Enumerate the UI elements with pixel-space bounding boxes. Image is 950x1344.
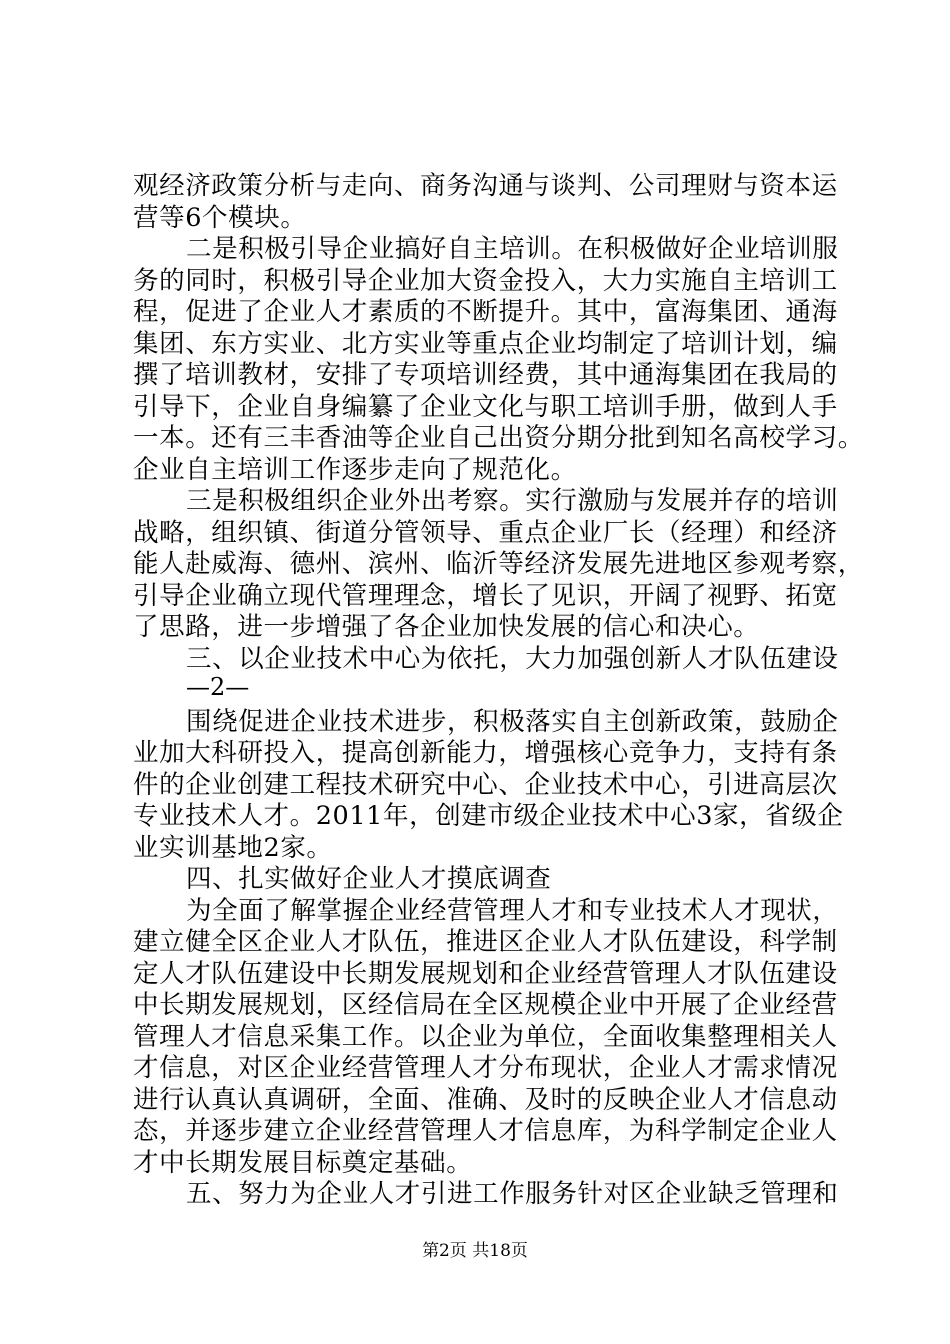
text-line: 定人才队伍建设中长期发展规划和企业经营管理人才队伍建设 <box>133 958 838 989</box>
text-line: 企业自主培训工作逐步走向了规范化。 <box>133 454 577 485</box>
text-line: 业实训基地2家。 <box>133 832 333 863</box>
text-line: 程，促进了企业人才素质的不断提升。其中，富海集团、通海 <box>133 297 838 327</box>
text-line: 进行认真认真调研，全面、准确、及时的反映企业人才信息动 <box>133 1084 838 1115</box>
text-line: 为全面了解掌握企业经营管理人才和专业技术人才现状， <box>186 895 839 926</box>
text-line: 务的同时，积极引导企业加大资金投入，大力实施自主培训工 <box>133 265 838 296</box>
text-line: 才中长期发展目标奠定基础。 <box>133 1147 473 1178</box>
text-line: 二是积极引导企业搞好自主培训。在积极做好企业培训服 <box>186 234 839 264</box>
text-line: 建立健全区企业人才队伍，推进区企业人才队伍建设，科学制 <box>133 927 838 957</box>
section-heading: 三、以企业技术中心为依托，大力加强创新人才队伍建设 <box>186 643 839 674</box>
text-line: 引导下，企业自身编纂了企业文化与职工培训手册，做到人手 <box>133 391 838 422</box>
text-line: 了思路，进一步增强了各企业加快发展的信心和决心。 <box>133 612 760 642</box>
text-line: 管理人才信息采集工作。以企业为单位，全面收集整理相关人 <box>133 1021 838 1052</box>
text-line: 才信息，对区企业经营管理人才分布现状，企业人才需求情况 <box>133 1053 838 1083</box>
text-line: 观经济政策分析与走向、商务沟通与谈判、公司理财与资本运 <box>133 171 838 201</box>
text-line: 营等6个模块。 <box>133 202 307 233</box>
section-heading: 五、努力为企业人才引进工作服务针对区企业缺乏管理和 <box>186 1179 839 1209</box>
text-line: 围绕促进企业技术进步，积极落实自主创新政策，鼓励企 <box>186 706 839 737</box>
text-line: 撰了培训教材，安排了专项培训经费，其中通海集团在我局的 <box>133 360 838 390</box>
text-line: 态，并逐步建立企业经营管理人才信息库，为科学制定企业人 <box>133 1116 838 1146</box>
text-line: 三是积极组织企业外出考察。实行激励与发展并存的培训 <box>186 486 839 516</box>
page-footer: 第2页 共18页 <box>422 1241 528 1261</box>
text-line: 件的企业创建工程技术研究中心、企业技术中心，引进高层次 <box>133 769 838 800</box>
inline-page-number: —2— <box>186 673 250 701</box>
section-heading: 四、扎实做好企业人才摸底调查 <box>186 864 552 894</box>
text-line: 能人赴威海、德州、滨州、临沂等经济发展先进地区参观考察， <box>133 549 864 579</box>
text-line: 引导企业确立现代管理理念，增长了见识，开阔了视野、拓宽 <box>133 580 838 611</box>
text-line: 一本。还有三丰香油等企业自己出资分期分批到知名高校学习。 <box>133 423 864 453</box>
text-line: 业加大科研投入，提高创新能力，增强核心竞争力，支持有条 <box>133 738 838 768</box>
text-line: 战略，组织镇、街道分管领导、重点企业厂长（经理）和经济 <box>133 517 838 548</box>
text-line: 专业技术人才。2011年，创建市级企业技术中心3家，省级企 <box>133 801 844 831</box>
text-line: 集团、东方实业、北方实业等重点企业均制定了培训计划，编 <box>133 328 838 359</box>
text-line: 中长期发展规划，区经信局在全区规模企业中开展了企业经营 <box>133 990 838 1020</box>
